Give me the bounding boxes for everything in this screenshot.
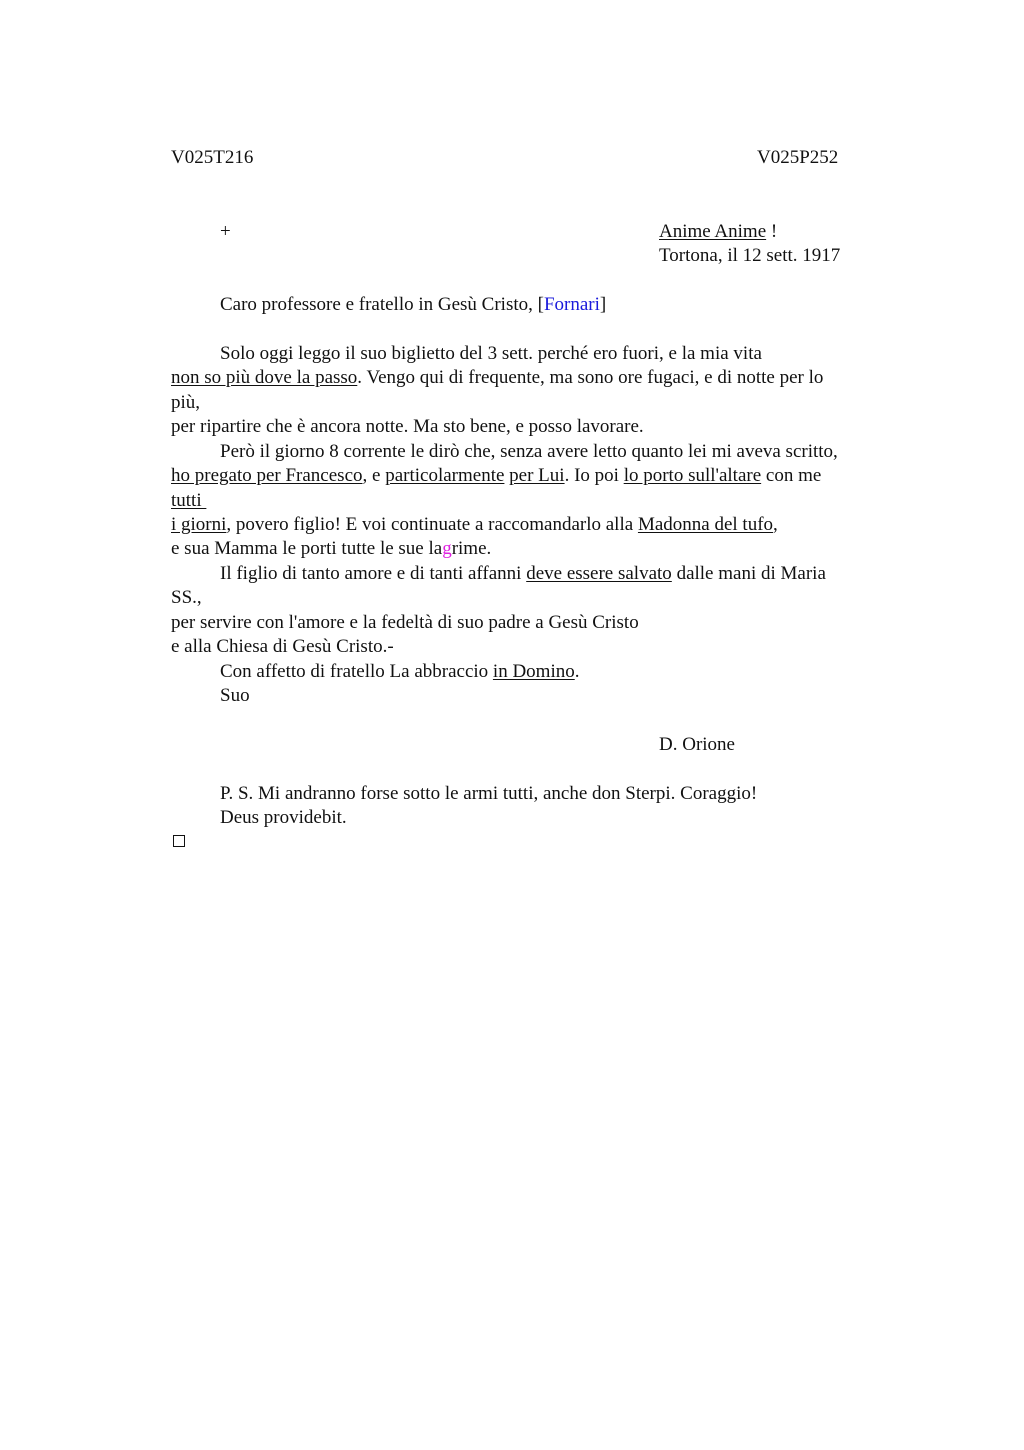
bracket-close: ] bbox=[599, 294, 607, 315]
body-line-8 bbox=[171, 513, 778, 537]
body-line-14 bbox=[220, 660, 579, 684]
underlined-phrase: particolarmente bbox=[385, 465, 505, 486]
body-line-3: più, bbox=[171, 392, 201, 413]
body-line-1: Solo oggi leggo il suo biglietto del 3 sett. perché ero fuori, e la mia vita bbox=[220, 343, 762, 364]
body-text: . bbox=[574, 661, 580, 682]
body-text: con me bbox=[761, 465, 822, 486]
underlined-phrase: lo porto sull'altare bbox=[623, 465, 762, 486]
body-line-11: SS., bbox=[171, 587, 202, 608]
underlined-phrase: Madonna del tufo bbox=[637, 514, 774, 535]
motto: Anime Anime bbox=[659, 221, 767, 242]
recipient-name: Fornari bbox=[543, 294, 600, 315]
body-text: dalle mani di Maria bbox=[671, 563, 826, 584]
body-text: , bbox=[773, 514, 778, 535]
underlined-phrase: per Lui bbox=[509, 465, 565, 486]
motto-suffix: ! bbox=[766, 221, 778, 242]
body-text: e sua Mamma le porti tutte le sue la bbox=[171, 538, 443, 559]
postscript-line-1: P. S. Mi andranno forse sotto le armi tutti, anche don Sterpi. Coraggio! bbox=[220, 783, 758, 804]
highlighted-letter: g bbox=[442, 538, 452, 559]
body-line-9 bbox=[171, 537, 491, 561]
body-line-6 bbox=[171, 464, 821, 488]
body-text: . Vengo qui di frequente, ma sono ore fugaci, e di notte per lo bbox=[357, 367, 824, 388]
document-code-left: V025T216 bbox=[171, 147, 254, 168]
body-text: . Io poi bbox=[564, 465, 624, 486]
underlined-phrase: i giorni bbox=[171, 514, 227, 535]
body-text: Il figlio di tanto amore e di tanti affanni bbox=[220, 563, 527, 584]
body-text: Con affetto di fratello La abbraccio bbox=[220, 661, 493, 682]
salutation-text: Caro professore e fratello in Gesù Cristo, bbox=[220, 294, 538, 315]
motto-line bbox=[659, 220, 777, 244]
cross-mark: + bbox=[220, 221, 231, 242]
body-line-7 bbox=[171, 489, 206, 513]
signature: D. Orione bbox=[659, 734, 735, 755]
place-date: Tortona, il 12 sett. 1917 bbox=[659, 245, 841, 266]
underlined-phrase: tutti bbox=[171, 490, 207, 511]
body-line-5: Però il giorno 8 corrente le dirò che, senza avere letto quanto lei mi aveva scritto, bbox=[220, 441, 838, 462]
body-line-4: per ripartire che è ancora notte. Ma sto bene, e posso lavorare. bbox=[171, 416, 644, 437]
body-text: rime. bbox=[451, 538, 492, 559]
body-line-13: e alla Chiesa di Gesù Cristo.- bbox=[171, 636, 394, 657]
postscript-line-2: Deus providebit. bbox=[220, 807, 347, 828]
body-text: , povero figlio! E voi continuate a raccomandarlo alla bbox=[226, 514, 638, 535]
body-line-10 bbox=[220, 562, 826, 586]
bracket-open: [ bbox=[537, 294, 544, 315]
body-line-12: per servire con l'amore e la fedeltà di suo padre a Gesù Cristo bbox=[171, 612, 639, 633]
closing-word: Suo bbox=[220, 685, 250, 706]
underlined-phrase: non so più dove la passo bbox=[171, 367, 358, 388]
underlined-phrase: in Domino bbox=[492, 661, 575, 682]
salutation bbox=[220, 293, 606, 317]
document-code-right: V025P252 bbox=[757, 147, 839, 168]
body-line-2 bbox=[171, 366, 823, 390]
body-text: , e bbox=[362, 465, 386, 486]
underlined-phrase: ho pregato per Francesco bbox=[171, 465, 363, 486]
underlined-phrase: deve essere salvato bbox=[526, 563, 672, 584]
end-box-icon bbox=[173, 835, 185, 847]
